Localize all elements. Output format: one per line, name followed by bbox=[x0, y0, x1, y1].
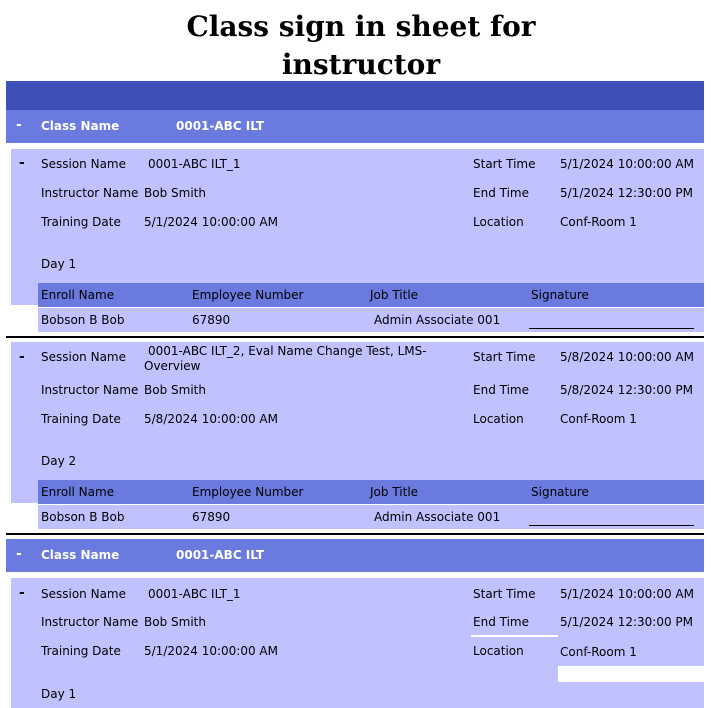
attendee-table-header bbox=[38, 283, 704, 307]
location-value: Conf-Room 1 bbox=[560, 215, 637, 229]
page-title bbox=[0, 8, 711, 84]
employee-number-cell: 67890 bbox=[192, 510, 231, 524]
session-panel bbox=[11, 578, 704, 708]
column-employee-number: Employee Number bbox=[192, 485, 304, 499]
instructor-name-label: Instructor Name bbox=[41, 383, 139, 397]
day-label: Day 1 bbox=[41, 257, 77, 271]
session-name-label: Session Name bbox=[41, 587, 127, 601]
class-name-value: 0001-ABC ILT bbox=[176, 119, 265, 133]
table-row bbox=[38, 505, 704, 529]
training-date-label: Training Date bbox=[41, 644, 121, 658]
class-header bbox=[6, 539, 704, 572]
class-collapse-toggle[interactable]: - bbox=[16, 117, 22, 133]
instructor-name-value: Bob Smith bbox=[144, 615, 206, 629]
end-time-underline bbox=[471, 635, 558, 637]
end-time-label: End Time bbox=[473, 383, 529, 397]
start-time-value: 5/1/2024 10:00:00 AM bbox=[560, 157, 694, 171]
column-enroll-name: Enroll Name bbox=[41, 288, 115, 302]
column-job-title: Job Title bbox=[370, 485, 419, 499]
end-time-label: End Time bbox=[473, 615, 529, 629]
page-title-line2: instructor bbox=[281, 48, 441, 81]
table-row bbox=[38, 308, 704, 332]
session-name-value: 0001-ABC ILT_1 bbox=[148, 157, 241, 171]
location-blank-cell bbox=[558, 666, 704, 682]
end-time-value: 5/8/2024 12:30:00 PM bbox=[560, 383, 694, 397]
column-enroll-name: Enroll Name bbox=[41, 485, 115, 499]
session-panel bbox=[11, 342, 704, 503]
location-value: Conf-Room 1 bbox=[560, 645, 637, 659]
session-name-label: Session Name bbox=[41, 157, 127, 171]
start-time-label: Start Time bbox=[473, 350, 536, 364]
location-label: Location bbox=[473, 215, 524, 229]
column-signature: Signature bbox=[531, 485, 589, 499]
class-name-value: 0001-ABC ILT bbox=[176, 548, 265, 562]
page-title-line1: Class sign in sheet for bbox=[186, 10, 536, 43]
class-header bbox=[6, 110, 704, 143]
end-time-label: End Time bbox=[473, 186, 529, 200]
day-label: Day 2 bbox=[41, 454, 77, 468]
location-value: Conf-Room 1 bbox=[560, 412, 637, 426]
class-name-label: Class Name bbox=[41, 548, 120, 562]
job-title-cell: Admin Associate 001 bbox=[374, 313, 501, 327]
location-label: Location bbox=[473, 644, 524, 658]
session-name-value: 0001-ABC ILT_1 bbox=[148, 587, 241, 601]
start-time-label: Start Time bbox=[473, 587, 536, 601]
location-label: Location bbox=[473, 412, 524, 426]
section-divider bbox=[6, 533, 704, 535]
training-date-value: 5/8/2024 10:00:00 AM bbox=[144, 412, 278, 426]
instructor-name-value: Bob Smith bbox=[144, 186, 206, 200]
session-name-value-line2: Overview bbox=[144, 359, 201, 373]
instructor-name-value: Bob Smith bbox=[144, 383, 206, 397]
instructor-name-label: Instructor Name bbox=[41, 615, 139, 629]
training-date-label: Training Date bbox=[41, 215, 121, 229]
report-header-bar bbox=[6, 81, 704, 110]
start-time-value: 5/8/2024 10:00:00 AM bbox=[560, 350, 694, 364]
attendee-table-header bbox=[38, 480, 704, 504]
class-name-label: Class Name bbox=[41, 119, 120, 133]
session-collapse-toggle[interactable]: - bbox=[19, 155, 25, 171]
day-label: Day 1 bbox=[41, 687, 77, 701]
start-time-label: Start Time bbox=[473, 157, 536, 171]
class-collapse-toggle[interactable]: - bbox=[16, 546, 22, 562]
end-time-value: 5/1/2024 12:30:00 PM bbox=[560, 186, 694, 200]
signature-line[interactable] bbox=[529, 328, 694, 329]
session-collapse-toggle[interactable]: - bbox=[19, 349, 25, 365]
enroll-name-cell: Bobson B Bob bbox=[41, 313, 125, 327]
session-name-value-line1: 0001-ABC ILT_2, Eval Name Change Test, LMS- bbox=[148, 344, 427, 358]
job-title-cell: Admin Associate 001 bbox=[374, 510, 501, 524]
signature-line[interactable] bbox=[529, 525, 694, 526]
instructor-name-label: Instructor Name bbox=[41, 186, 139, 200]
training-date-label: Training Date bbox=[41, 412, 121, 426]
training-date-value: 5/1/2024 10:00:00 AM bbox=[144, 215, 278, 229]
session-collapse-toggle[interactable]: - bbox=[19, 585, 25, 601]
start-time-value: 5/1/2024 10:00:00 AM bbox=[560, 587, 694, 601]
session-panel bbox=[11, 149, 704, 305]
column-signature: Signature bbox=[531, 288, 589, 302]
training-date-value: 5/1/2024 10:00:00 AM bbox=[144, 644, 278, 658]
section-divider bbox=[6, 336, 704, 338]
end-time-value: 5/1/2024 12:30:00 PM bbox=[560, 615, 694, 629]
session-name-label: Session Name bbox=[41, 350, 127, 364]
column-employee-number: Employee Number bbox=[192, 288, 304, 302]
column-job-title: Job Title bbox=[370, 288, 419, 302]
enroll-name-cell: Bobson B Bob bbox=[41, 510, 125, 524]
employee-number-cell: 67890 bbox=[192, 313, 231, 327]
